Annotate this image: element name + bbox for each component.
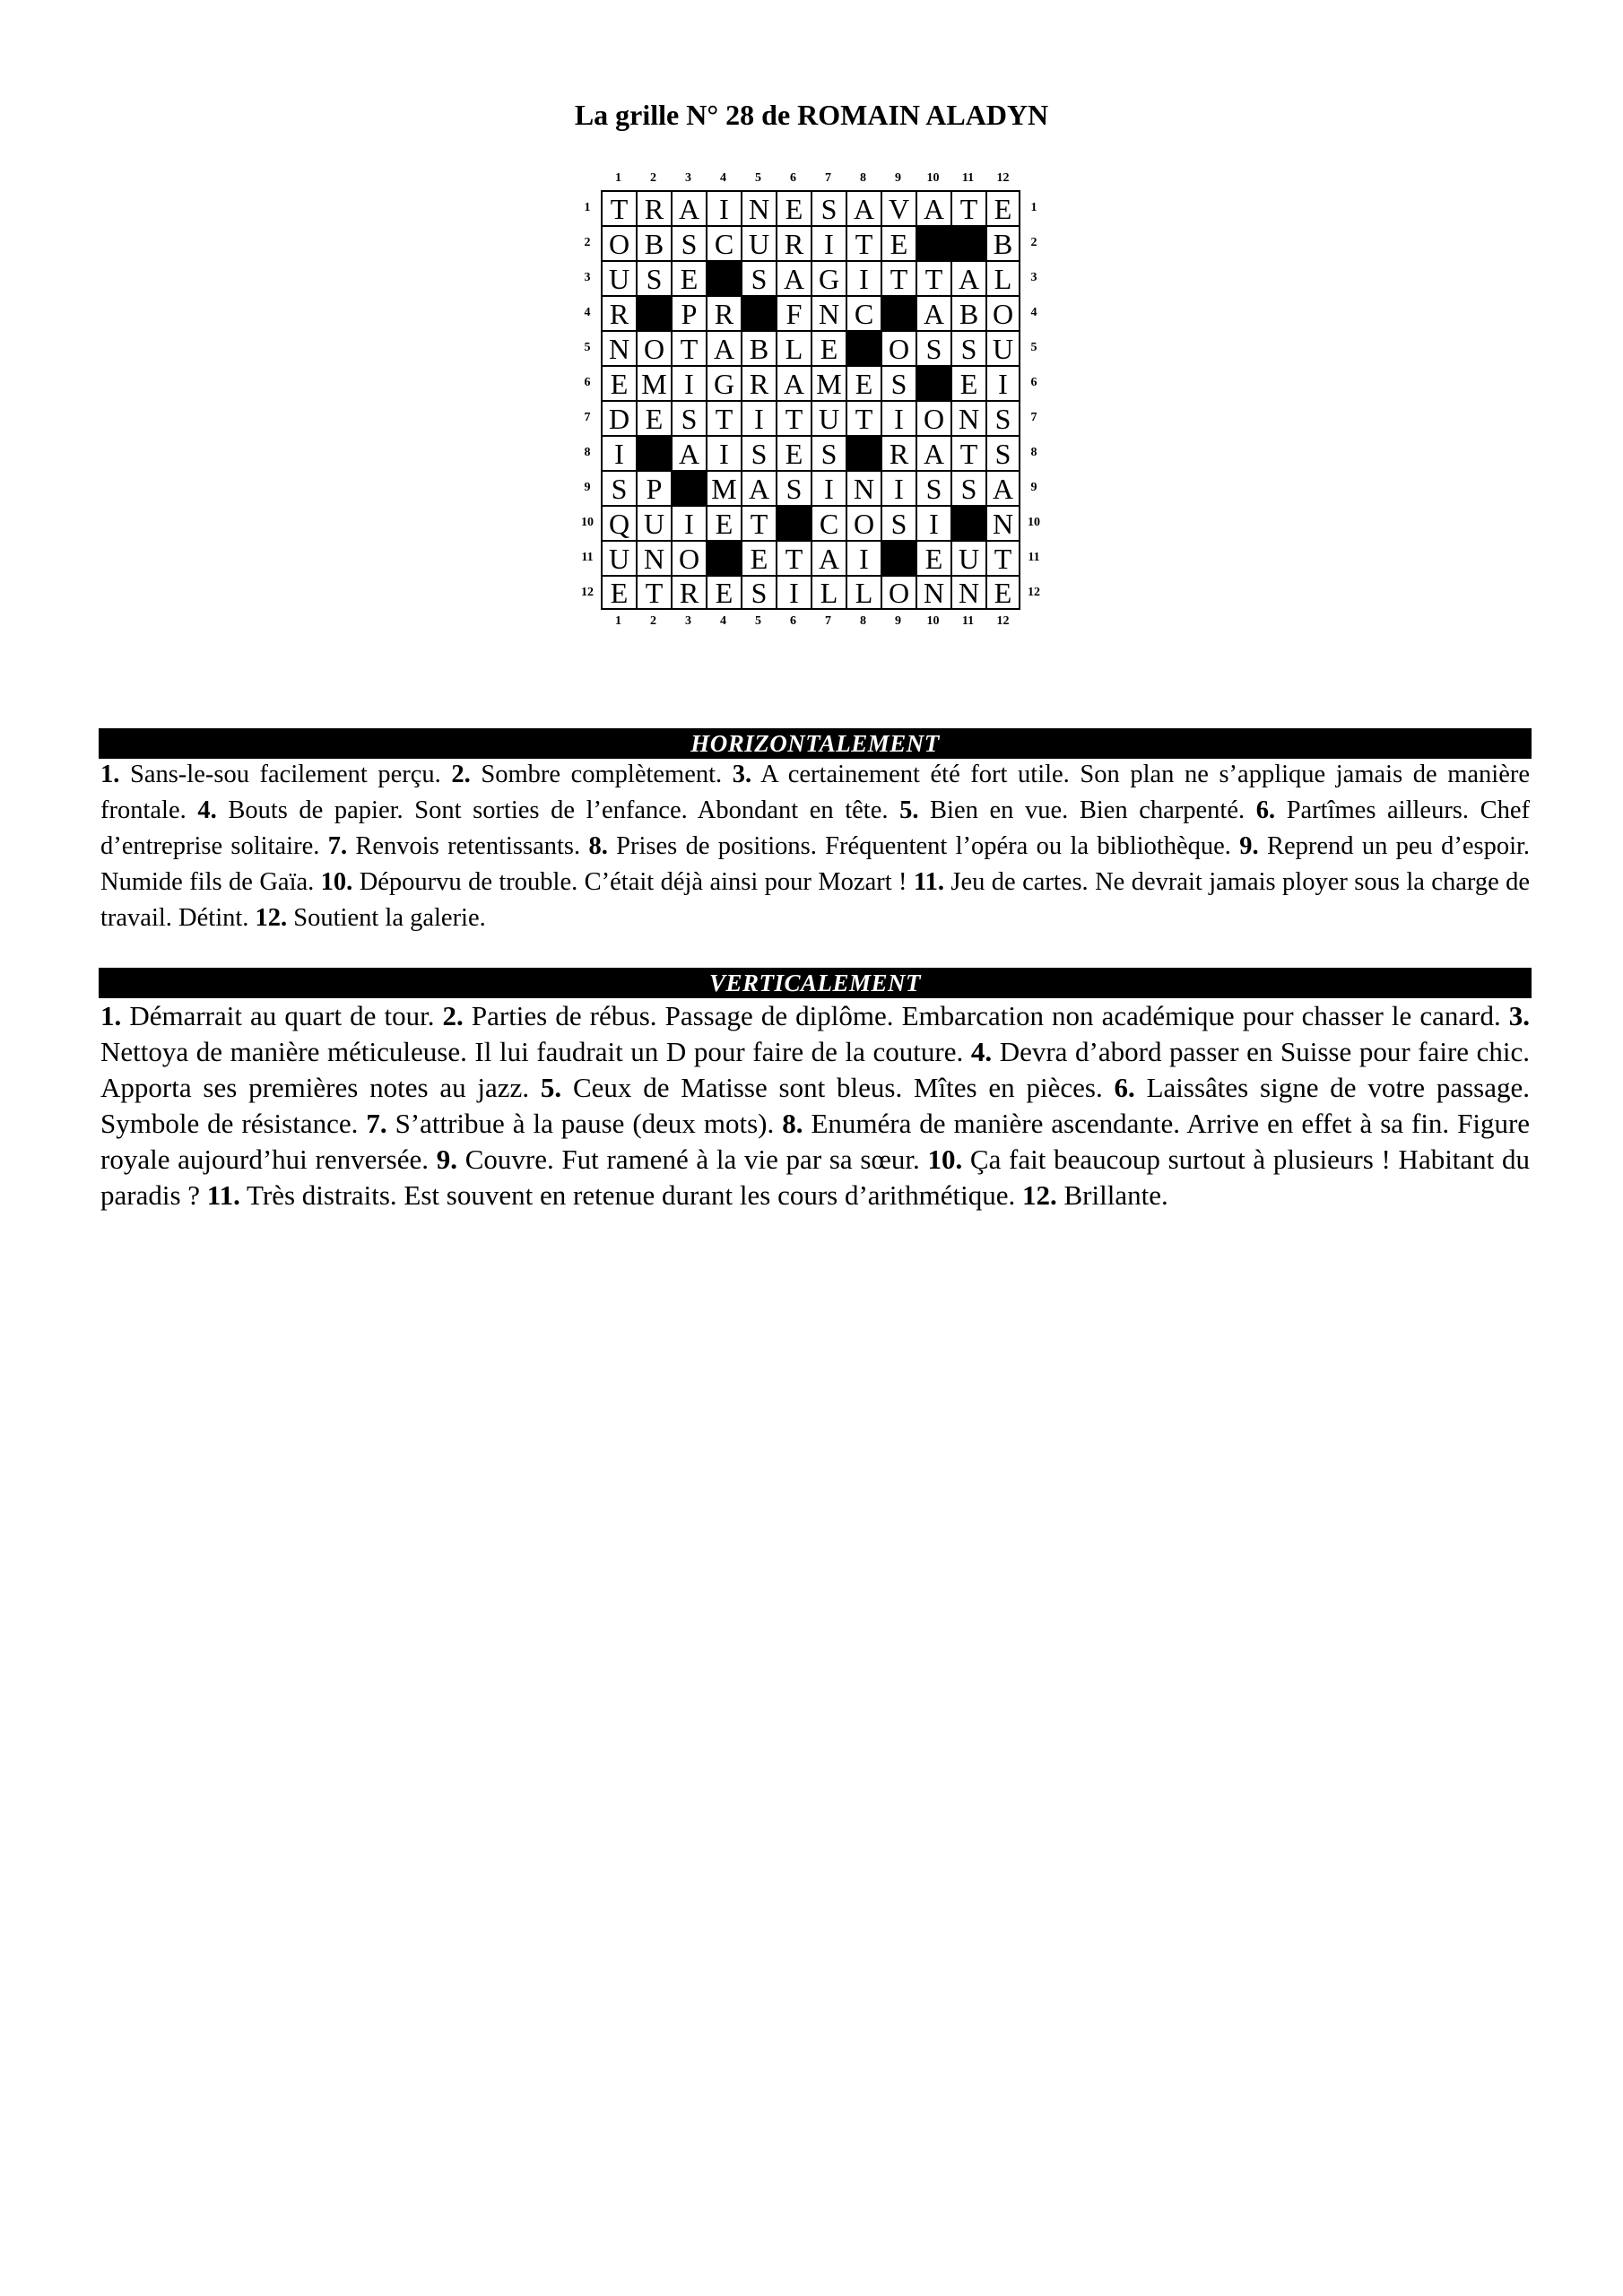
letter-cell: V xyxy=(881,190,916,225)
letter-cell: M xyxy=(811,365,846,400)
letter-cell: P xyxy=(636,470,671,505)
letter-cell: E xyxy=(846,365,881,400)
row-number: 7 xyxy=(584,410,591,424)
letter-cell: R xyxy=(601,295,636,330)
row-number: 6 xyxy=(1030,375,1037,389)
clue-text: Parties de rébus. Passage de diplôme. Embarcation non académique pour chasser le canard. xyxy=(471,1000,1501,1031)
letter-cell: S xyxy=(811,190,846,225)
row-number: 2 xyxy=(1030,235,1037,249)
clue-number: 4. xyxy=(970,1036,993,1067)
clue-number: 11. xyxy=(206,1179,240,1211)
black-cell xyxy=(706,540,741,575)
letter-cell: I xyxy=(776,575,811,610)
letter-cell: M xyxy=(636,365,671,400)
letter-cell: N xyxy=(985,505,1020,540)
clue-number: 10. xyxy=(927,1144,963,1175)
letter-cell: T xyxy=(985,540,1020,575)
letter-cell: E xyxy=(950,365,985,400)
clue-text: Brillante. xyxy=(1063,1179,1168,1211)
clue-number: 12. xyxy=(1021,1179,1057,1211)
letter-cell: D xyxy=(601,400,636,435)
row-number: 10 xyxy=(581,515,594,529)
letter-cell: B xyxy=(636,225,671,260)
letter-cell: B xyxy=(950,295,985,330)
letter-cell: T xyxy=(950,190,985,225)
letter-cell: S xyxy=(811,435,846,470)
letter-cell: N xyxy=(846,470,881,505)
letter-cell: E xyxy=(636,400,671,435)
letter-cell: A xyxy=(776,365,811,400)
black-cell xyxy=(916,365,950,400)
letter-cell: T xyxy=(601,190,636,225)
letter-cell: S xyxy=(671,400,706,435)
letter-cell: N xyxy=(811,295,846,330)
letter-cell: I xyxy=(671,505,706,540)
clue-number: 11. xyxy=(913,868,944,896)
grid-corner xyxy=(1020,167,1047,190)
column-number: 2 xyxy=(650,171,656,185)
letter-cell: S xyxy=(916,330,950,365)
clue-number: 2. xyxy=(442,1000,464,1031)
letter-cell: R xyxy=(636,190,671,225)
black-cell xyxy=(776,505,811,540)
letter-cell: I xyxy=(985,365,1020,400)
letter-cell: E xyxy=(776,435,811,470)
clue-text: Sombre complètement. xyxy=(481,761,723,788)
clue-number: 1. xyxy=(100,761,120,788)
vertical-heading: VERTICALEMENT xyxy=(99,968,1532,998)
clue-number: 6. xyxy=(1255,796,1276,824)
letter-cell: M xyxy=(706,470,741,505)
letter-cell: I xyxy=(741,400,776,435)
black-cell xyxy=(846,435,881,470)
letter-cell: I xyxy=(706,435,741,470)
row-number: 3 xyxy=(584,270,591,284)
clue-text: Prises de positions. Fréquentent l’opéra ou la bibliothèque. xyxy=(616,832,1231,860)
letter-cell: I xyxy=(881,470,916,505)
letter-cell: S xyxy=(776,470,811,505)
clue-text: Dépourvu de trouble. C’était déjà ainsi pour Mozart ! xyxy=(359,868,907,896)
row-number: 1 xyxy=(584,200,591,214)
clue-text: Bouts de papier. Sont sorties de l’enfance. Abondant en tête. xyxy=(228,796,889,824)
clue-number: 6. xyxy=(1114,1072,1135,1103)
letter-cell: A xyxy=(776,260,811,295)
letter-cell: E xyxy=(811,330,846,365)
letter-cell: Q xyxy=(601,505,636,540)
column-number: 11 xyxy=(961,614,975,628)
black-cell xyxy=(636,435,671,470)
letter-cell: E xyxy=(881,225,916,260)
column-number: 1 xyxy=(615,171,621,185)
row-number: 10 xyxy=(1028,515,1040,529)
letter-cell: A xyxy=(846,190,881,225)
clue-text: Bien en vue. Bien charpenté. xyxy=(930,796,1245,824)
letter-cell: I xyxy=(846,260,881,295)
letter-cell: E xyxy=(601,575,636,610)
letter-cell: O xyxy=(916,400,950,435)
black-cell xyxy=(706,260,741,295)
letter-cell: C xyxy=(706,225,741,260)
letter-cell: T xyxy=(706,400,741,435)
row-number: 8 xyxy=(1030,445,1037,459)
letter-cell: E xyxy=(985,575,1020,610)
letter-cell: G xyxy=(706,365,741,400)
column-number: 6 xyxy=(790,614,796,628)
column-number: 5 xyxy=(755,614,761,628)
letter-cell: S xyxy=(881,505,916,540)
letter-cell: N xyxy=(636,540,671,575)
letter-cell: T xyxy=(776,540,811,575)
letter-cell: R xyxy=(706,295,741,330)
letter-cell: T xyxy=(916,260,950,295)
column-number: 7 xyxy=(825,614,831,628)
clue-text: Renvois retentissants. xyxy=(355,832,581,860)
row-number: 5 xyxy=(584,340,591,354)
clue-text: Devra d’abord passer en Suisse pour faire chic. Apporta ses premières notes au jazz. xyxy=(100,1036,1531,1103)
letter-cell: I xyxy=(706,190,741,225)
letter-cell: S xyxy=(950,330,985,365)
page-title: La grille N° 28 de ROMAIN ALADYN xyxy=(574,99,1049,131)
letter-cell: E xyxy=(706,575,741,610)
column-number: 3 xyxy=(685,171,691,185)
letter-cell: U xyxy=(601,540,636,575)
letter-cell: A xyxy=(916,435,950,470)
letter-cell: P xyxy=(671,295,706,330)
row-number: 4 xyxy=(1030,305,1037,319)
row-number: 12 xyxy=(1028,585,1040,599)
row-number: 3 xyxy=(1030,270,1037,284)
clue-text: S’attribue à la pause (deux mots). xyxy=(395,1108,775,1139)
horizontal-clues xyxy=(100,757,1530,936)
letter-cell: I xyxy=(811,470,846,505)
letter-cell: L xyxy=(985,260,1020,295)
clue-number: 5. xyxy=(899,796,919,824)
row-number: 2 xyxy=(584,235,591,249)
letter-cell: B xyxy=(985,225,1020,260)
vertical-clues xyxy=(100,998,1530,1213)
letter-cell: S xyxy=(881,365,916,400)
letter-cell: I xyxy=(811,225,846,260)
black-cell xyxy=(916,225,950,260)
letter-cell: S xyxy=(985,435,1020,470)
black-cell xyxy=(671,470,706,505)
column-number: 5 xyxy=(755,171,761,185)
letter-cell: E xyxy=(706,505,741,540)
black-cell xyxy=(741,295,776,330)
column-number: 10 xyxy=(926,614,940,628)
row-number: 5 xyxy=(1030,340,1037,354)
letter-cell: U xyxy=(950,540,985,575)
letter-cell: B xyxy=(741,330,776,365)
letter-cell: T xyxy=(846,400,881,435)
row-number: 4 xyxy=(584,305,591,319)
letter-cell: S xyxy=(950,470,985,505)
clue-text: Soutient la galerie. xyxy=(293,904,486,932)
clue-text: Ceux de Matisse sont bleus. Mîtes en pièces. xyxy=(572,1072,1103,1103)
letter-cell: S xyxy=(636,260,671,295)
letter-cell: T xyxy=(636,575,671,610)
letter-cell: A xyxy=(950,260,985,295)
letter-cell: E xyxy=(776,190,811,225)
letter-cell: L xyxy=(846,575,881,610)
column-number: 4 xyxy=(720,171,726,185)
letter-cell: N xyxy=(950,400,985,435)
column-number: 7 xyxy=(825,171,831,185)
letter-cell: C xyxy=(811,505,846,540)
horizontal-heading: HORIZONTALEMENT xyxy=(99,728,1532,759)
clue-text: Ça fait beaucoup surtout à plusieurs ! Habitant du paradis ? xyxy=(100,1144,1531,1211)
letter-cell: S xyxy=(601,470,636,505)
letter-cell: A xyxy=(671,435,706,470)
letter-cell: S xyxy=(741,575,776,610)
grid-corner xyxy=(1020,610,1047,633)
column-number: 9 xyxy=(895,614,901,628)
letter-cell: U xyxy=(985,330,1020,365)
row-number: 12 xyxy=(581,585,594,599)
column-number: 6 xyxy=(790,171,796,185)
letter-cell: R xyxy=(881,435,916,470)
letter-cell: F xyxy=(776,295,811,330)
letter-cell: O xyxy=(636,330,671,365)
letter-cell: E xyxy=(671,260,706,295)
clue-number: 12. xyxy=(255,904,288,932)
letter-cell: E xyxy=(741,540,776,575)
letter-cell: I xyxy=(846,540,881,575)
letter-cell: T xyxy=(881,260,916,295)
clue-text: Démarrait au quart de tour. xyxy=(129,1000,435,1031)
row-number: 8 xyxy=(584,445,591,459)
grid-corner xyxy=(574,167,601,190)
clue-text: Nettoya de manière méticuleuse. Il lui faudrait un D pour faire de la couture. xyxy=(100,1036,964,1067)
row-number: 1 xyxy=(1030,200,1037,214)
letter-cell: O xyxy=(846,505,881,540)
letter-cell: U xyxy=(601,260,636,295)
letter-cell: I xyxy=(916,505,950,540)
clue-number: 8. xyxy=(782,1108,803,1139)
column-number: 10 xyxy=(926,171,940,185)
black-cell xyxy=(881,540,916,575)
letter-cell: T xyxy=(741,505,776,540)
clue-number: 8. xyxy=(588,832,608,860)
letter-cell: O xyxy=(601,225,636,260)
letter-cell: R xyxy=(741,365,776,400)
letter-cell: S xyxy=(916,470,950,505)
column-number: 8 xyxy=(860,171,866,185)
letter-cell: A xyxy=(985,470,1020,505)
row-number: 9 xyxy=(584,480,591,494)
letter-cell: I xyxy=(881,400,916,435)
letter-cell: A xyxy=(706,330,741,365)
letter-cell: C xyxy=(846,295,881,330)
row-number: 9 xyxy=(1030,480,1037,494)
row-number: 6 xyxy=(584,375,591,389)
letter-cell: E xyxy=(985,190,1020,225)
column-number: 4 xyxy=(720,614,726,628)
column-number: 1 xyxy=(615,614,621,628)
letter-cell: A xyxy=(811,540,846,575)
column-number: 2 xyxy=(650,614,656,628)
letter-cell: S xyxy=(741,435,776,470)
clue-number: 3. xyxy=(1508,1000,1531,1031)
column-number: 11 xyxy=(961,171,975,185)
clue-number: 1. xyxy=(100,1000,122,1031)
letter-cell: E xyxy=(601,365,636,400)
clue-text: Reprend un peu d’espoir. Numide fils de Gaïa. xyxy=(100,832,1531,896)
crossword-grid xyxy=(574,167,1047,633)
letter-cell: S xyxy=(741,260,776,295)
letter-cell: U xyxy=(741,225,776,260)
clue-number: 2. xyxy=(451,761,471,788)
letter-cell: I xyxy=(601,435,636,470)
letter-cell: A xyxy=(671,190,706,225)
letter-cell: R xyxy=(671,575,706,610)
letter-cell: I xyxy=(671,365,706,400)
clue-text: Laissâtes signe de votre passage. Symbole de résistance. xyxy=(100,1072,1530,1139)
letter-cell: G xyxy=(811,260,846,295)
clue-text: Jeu de cartes. Ne devrait jamais ployer sous la charge de travail. Détint. xyxy=(100,868,1531,932)
letter-cell: N xyxy=(601,330,636,365)
row-number: 11 xyxy=(1028,550,1040,564)
letter-cell: T xyxy=(846,225,881,260)
clue-number: 5. xyxy=(540,1072,562,1103)
clue-text: A certainement été fort utile. Son plan ne s’applique jamais de manière frontale. xyxy=(100,761,1531,824)
letter-cell: A xyxy=(916,190,950,225)
letter-cell: E xyxy=(916,540,950,575)
column-number: 3 xyxy=(685,614,691,628)
black-cell xyxy=(950,505,985,540)
letter-cell: R xyxy=(776,225,811,260)
letter-cell: O xyxy=(881,330,916,365)
row-number: 11 xyxy=(581,550,594,564)
letter-cell: O xyxy=(881,575,916,610)
letter-cell: L xyxy=(811,575,846,610)
column-number: 12 xyxy=(996,171,1010,185)
letter-cell: T xyxy=(950,435,985,470)
letter-cell: L xyxy=(776,330,811,365)
clue-text: Couvre. Fut ramené à la vie par sa sœur. xyxy=(464,1144,920,1175)
letter-cell: O xyxy=(985,295,1020,330)
clue-number: 7. xyxy=(366,1108,387,1139)
clue-number: 3. xyxy=(732,761,752,788)
clue-text: Partîmes ailleurs. Chef d’entreprise solitaire. xyxy=(100,796,1531,860)
black-cell xyxy=(950,225,985,260)
letter-cell: U xyxy=(636,505,671,540)
clue-number: 10. xyxy=(320,868,353,896)
black-cell xyxy=(846,330,881,365)
column-number: 12 xyxy=(996,614,1010,628)
black-cell xyxy=(881,295,916,330)
column-number: 9 xyxy=(895,171,901,185)
column-number: 8 xyxy=(860,614,866,628)
clue-number: 4. xyxy=(197,796,217,824)
clue-number: 7. xyxy=(327,832,348,860)
letter-cell: A xyxy=(741,470,776,505)
letter-cell: N xyxy=(916,575,950,610)
letter-cell: T xyxy=(671,330,706,365)
clue-number: 9. xyxy=(436,1144,457,1175)
black-cell xyxy=(636,295,671,330)
letter-cell: N xyxy=(741,190,776,225)
row-number: 7 xyxy=(1030,410,1037,424)
clue-text: Sans-le-sou facilement perçu. xyxy=(129,761,441,788)
clue-text: Enuméra de manière ascendante. Arrive en effet à sa fin. Figure royale aujourd’hui renversée. xyxy=(100,1108,1531,1175)
letter-cell: S xyxy=(985,400,1020,435)
letter-cell: N xyxy=(950,575,985,610)
letter-cell: T xyxy=(776,400,811,435)
clue-text: Très distraits. Est souvent en retenue durant les cours d’arithmétique. xyxy=(247,1179,1016,1211)
letter-cell: A xyxy=(916,295,950,330)
letter-cell: S xyxy=(671,225,706,260)
letter-cell: U xyxy=(811,400,846,435)
grid-corner xyxy=(574,610,601,633)
clue-number: 9. xyxy=(1239,832,1259,860)
letter-cell: O xyxy=(671,540,706,575)
